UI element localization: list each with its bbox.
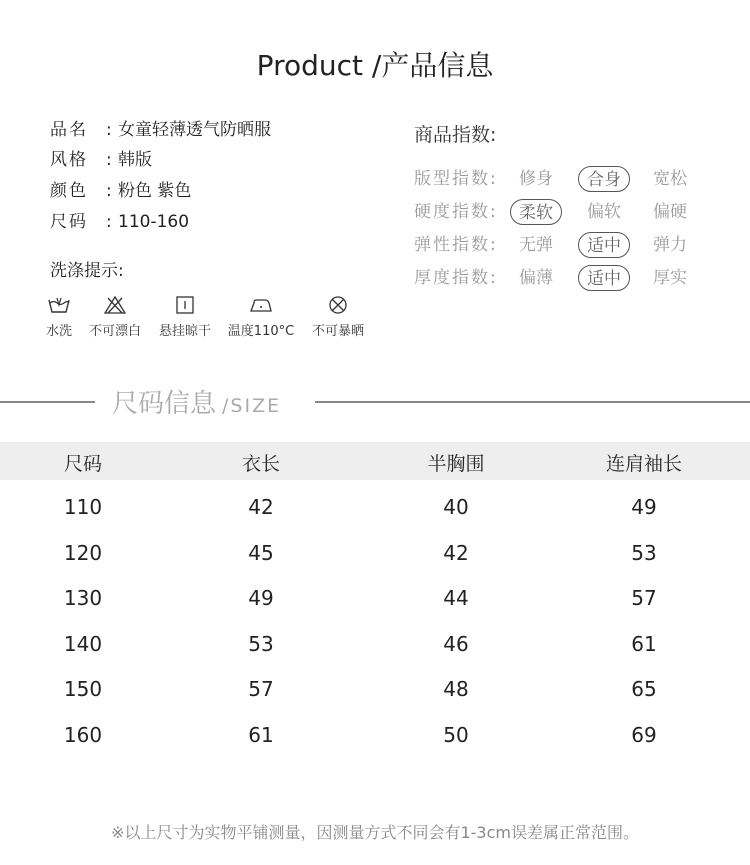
index-option: 偏硬 <box>653 202 687 222</box>
table-cell: 120 <box>63 541 103 565</box>
table-cell: 140 <box>63 632 103 656</box>
wash-label: 不可暴晒 <box>311 324 364 339</box>
table-row <box>0 586 750 626</box>
table-cell: 57 <box>248 677 274 701</box>
size-section-title <box>112 383 281 420</box>
index-option: 合身 <box>578 166 630 192</box>
wash-item <box>298 295 378 339</box>
wash-item <box>221 295 301 339</box>
info-label: 品名 <box>50 120 88 140</box>
table-cell: 45 <box>248 541 274 565</box>
column-header: 衣长 <box>241 453 280 475</box>
index-label: 弹性指数: <box>414 235 498 255</box>
table-cell: 110 <box>63 495 103 519</box>
size-title: 尺码信息 <box>112 389 217 419</box>
index-option: 无弹 <box>519 235 553 255</box>
index-option: 修身 <box>519 169 553 189</box>
table-row <box>0 541 750 581</box>
index-title: 商品指数: <box>414 124 497 146</box>
wash-title: 洗涤提示: <box>50 261 124 281</box>
table-cell: 42 <box>248 495 274 519</box>
info-row-name <box>50 115 271 140</box>
table-row <box>0 632 750 672</box>
table-cell: 53 <box>631 541 657 565</box>
info-sep: : <box>106 181 112 201</box>
wash-label: 悬挂晾干 <box>158 324 211 339</box>
index-label: 硬度指数: <box>414 202 498 222</box>
wash-label: 温度110°C <box>227 324 295 339</box>
table-cell: 57 <box>631 586 657 610</box>
size-subtitle: /SIZE <box>222 395 282 417</box>
column-header: 尺码 <box>63 453 102 475</box>
no-sun-icon <box>326 295 350 315</box>
table-cell: 69 <box>631 723 657 747</box>
info-label: 颜色 <box>50 181 88 201</box>
divider <box>315 401 750 403</box>
wash-label: 不可漂白 <box>88 324 141 339</box>
table-cell: 65 <box>631 677 657 701</box>
hand-wash-icon <box>47 295 71 315</box>
table-cell: 44 <box>443 586 469 610</box>
table-cell: 46 <box>443 632 469 656</box>
table-cell: 61 <box>248 723 274 747</box>
index-option: 适中 <box>578 232 630 258</box>
table-cell: 50 <box>443 723 469 747</box>
info-sep: : <box>106 150 112 170</box>
info-sep: : <box>106 212 112 232</box>
index-label: 版型指数: <box>414 169 498 189</box>
index-option: 柔软 <box>510 199 562 225</box>
wash-item <box>75 295 155 339</box>
divider <box>0 401 95 403</box>
info-value: 女童轻薄透气防晒服 <box>118 120 271 140</box>
table-cell: 49 <box>248 586 274 610</box>
iron-icon <box>249 295 273 315</box>
index-option: 适中 <box>578 265 630 291</box>
info-label: 风格 <box>50 150 88 170</box>
column-header: 半胸围 <box>427 453 485 475</box>
table-cell: 49 <box>631 495 657 519</box>
table-cell: 53 <box>248 632 274 656</box>
info-row-style <box>50 145 152 170</box>
table-cell: 40 <box>443 495 469 519</box>
table-cell: 130 <box>63 586 103 610</box>
info-value: 110-160 <box>118 212 190 232</box>
table-cell: 160 <box>63 723 103 747</box>
wash-label: 水洗 <box>45 324 72 339</box>
info-value: 粉色 紫色 <box>118 181 192 201</box>
measurement-note: ※以上尺寸为实物平铺测量，因测量方式不同会有1-3cm误差属正常范围。 <box>111 823 639 842</box>
info-sep: : <box>106 120 112 140</box>
table-cell: 42 <box>443 541 469 565</box>
table-row <box>0 495 750 535</box>
table-row <box>0 677 750 717</box>
table-cell: 150 <box>63 677 103 701</box>
index-option: 弹力 <box>653 235 687 255</box>
table-header <box>0 442 750 480</box>
column-header: 连肩袖长 <box>605 453 682 475</box>
index-option: 偏软 <box>587 202 621 222</box>
table-cell: 48 <box>443 677 469 701</box>
wash-item <box>145 295 225 339</box>
table-cell: 61 <box>631 632 657 656</box>
index-option: 偏薄 <box>519 268 553 288</box>
index-label: 厚度指数: <box>414 268 498 288</box>
info-row-size <box>50 207 189 232</box>
index-option: 厚实 <box>653 268 687 288</box>
table-row <box>0 723 750 763</box>
no-bleach-icon <box>103 295 127 315</box>
hang-dry-icon <box>173 295 197 315</box>
page-title: Product /产品信息 <box>256 49 494 82</box>
info-value: 韩版 <box>118 150 152 170</box>
index-option: 宽松 <box>653 169 687 189</box>
info-label: 尺码 <box>50 212 88 232</box>
info-row-color <box>50 176 191 201</box>
